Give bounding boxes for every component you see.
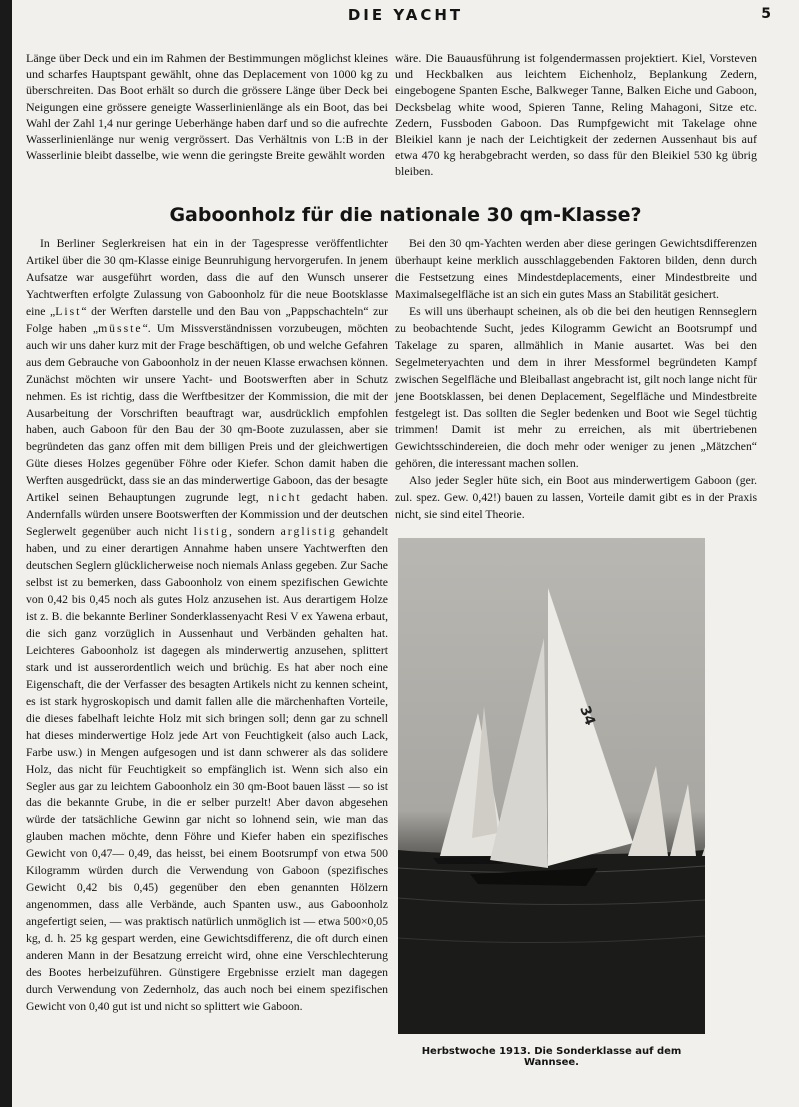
text-run: gedacht haben. Andernfalls würden unsere Bootswerften der Kommission und der deutschen Seglerwelt gegenüber auch nicht: [26, 491, 388, 539]
emphasis-listig: listig: [193, 525, 229, 539]
regatta-illustration: [398, 538, 705, 1034]
emphasis-arglistig: arglistig: [280, 525, 337, 539]
text-run: In Berliner Seglerkreisen hat ein in der Tagespresse veröffentlichter Artikel über die 30 qm-Klasse einige Beunruhigung hervorgerufen. In jenem Aufsatze war ausgeführt worden, dass die auf den Wunsch unserer Yachtwerften erfolgte Zulassung von Gaboonholz für die neue Bootsklasse eine „: [26, 237, 388, 318]
article-paragraph: [26, 236, 388, 1016]
article-paragraph: Also jeder Segler hüte sich, ein Boot aus minderwertigem Gaboon (ger. zul. spez. Gew. 0,42!) bauen zu lassen, Vorteile damit gibt es in der Praxis nicht, sie sind eitel Theorie.: [395, 474, 757, 522]
article-paragraph: Bei den 30 qm-Yachten werden aber diese geringen Gewichtsdifferenzen überhaupt keine merklich ausschlaggebenden Faktoren bilden, denn durch die Festsetzung eines Mindestdeplacements, einer Mindestbreite und Maximalsegelfläche ist an sich ein gutes Mass an Stabilität gesichert.: [395, 237, 757, 301]
article-headline: Gaboonholz für die nationale 30 qm-Klasse?: [169, 204, 642, 226]
page-number: 5: [761, 6, 771, 22]
top-left-paragraph: Länge über Deck und ein im Rahmen der Bestimmungen möglichst kleines und scharfes Hauptspant gewählt, ohne das Deplacement von 1000 kg zu überschreiten. Das Boot erhält so durch die grössere Länge über Deck bei Neigungen eine grössere geneigte Wasserlinienlänge als ein Boot, das bei Wahl der Zahl 1,4 nur geringe Ueberhänge haben darf und so die aufrechte Wasserlinienlänge nur wenig vergrössert. Das Verhältnis von L:B in der Wasserlinie bleibt dasselbe, wie wenn die geringste Breite gewählt worden: [26, 51, 388, 163]
sail-boat-34: [548, 588, 633, 866]
sail-distant: [670, 784, 696, 856]
magazine-page: [12, 0, 799, 1107]
sail-number: 34: [576, 703, 598, 728]
top-right-column: [395, 50, 757, 180]
top-left-column: [26, 50, 388, 163]
text-run: gehandelt haben, und zu einer derartigen Annahme haben unsere Yachtwerften den deutschen Seglern glücklicherweise noch niemals Anlass gegeben. Zur Sache selbst ist zu bemerken, dass Gaboonholz von einem spezifischen Gewichte von 0,42 bis 0,45 noch als gutes Holz anzusehen ist. Aus derartigem Holze ist z. B. die bekannte Berliner Sonderklassenyacht Resi V ex Yawena erbaut, die sich ganz vorzüglich in Aussenhaut und Verbänden gehalten hat. Leichteres Gaboonholz ist dagegen als minderwertig anzusehen, splittert stark und ist ausserordentlich weich und brüchig. Es hat aber noch eine Eigenschaft, die der Verfasser des besagten Artikels nicht zu kennen scheint, es ist stark hygroskopisch und damit fallen alle die märchenhaften Vorteile, die dieses fabelhaft leichte Holz mit sich bringen soll; denn gar zu schnell hat dieses minderwertige Holz jede Art von Feuchtigkeit (also auch Lack, Farbe usw.) in Mengen aufgesogen und ist dann schwerer als das solidere Holz, das nicht für Feuchtigkeit so empfänglich ist. Wenn sich also ein Segler aus gar zu leichtem Gaboonholz ein 30 qm-Boot bauen lässt — so ist das die bekannte Grube, in die er selber purzelt! Aber davon abgesehen würde der tatsächliche Gewinn gar nicht so lohnend sein, wie man das glauben machen möchte, denn Föhre und Kiefer haben ein spezifisches Gewicht von 0,47— 0,49, das heisst, bei einem Bootsrumpf von etwa 500 Kilogramm würden durch die Verwendung von Gaboon (spezifisches Gewicht 0,42 bis 0,45) gegenüber den eben genannten Hölzern angenommen, dass alle Verbände, auch Spanten usw., aus Gaboonholz angefertigt seien, — was praktisch natürlich unmöglich ist — etwa 500×0,05 kg, d. h. 25 kg gespart werden, eine Gewichtsdifferenz, die oft durch einen anderen Mann in der Besatzung erreicht wird, ohne eine Verschlechterung des Bootes herbeizuführen. Günstigere Ergebnisse erzielt man dagegen durch Verwendung von Zedernholz, das auch noch bei einem spezifischen Gewicht von 0,40 gut ist und nicht so splittert wie Gaboon.: [26, 525, 389, 1013]
sailboat-photo: [398, 538, 705, 1034]
jib-boat-34: [490, 638, 548, 868]
text-run: “ der Werften darstelle und den Bau von „Pappschachteln“ zur Folge haben „: [26, 304, 389, 335]
running-head: DIE YACHT: [347, 6, 464, 24]
article-right-column: [395, 236, 757, 524]
sail-distant: [702, 814, 705, 856]
top-right-paragraph: wäre. Die Bauausführung ist folgendermassen projektiert. Kiel, Vorsteven und Heckbalken aus leichtem Eichenholz, Beplankung Zedern, eingebogene Spanten Esche, Balkweger Tanne, Balken Eiche und Gaboon, Decksbelag white wood, Spieren Tanne, Reling Mahagoni, Sitze etc. Zedern, Fussboden Gaboon. Das Rumpfgewicht mit Takelage ohne Bleikiel kann je nach der Leichtigkeit der zedernen Aussenhaut bis auf etwa 470 kg herabgebracht werden, so dass für den Bleikiel 530 kg übrig bleiben.: [395, 51, 757, 179]
article-left-column: [26, 236, 388, 1016]
text-run: “. Um Missverständnissen vorzubeugen, möchten auch wir uns daher kurz mit der Frage beschäftigen, ob und welche Gefahren aus dem Gebrauche von Gaboonholz in der neuen Klasse erwachsen können. Zunächst möchten wir unsere Yacht- und Bootswerften aber in Schutz nehmen. Es ist richtig, dass die Werftbesitzer der Kommission, die mit der Ausarbeitung der Vorschriften beauftragt war, ausdrücklich empfohlen haben, auch Gaboon für den Bau der 30 qm-Boote zuzulassen, aber sie begründeten das ganz offen mit dem billigen Preis und der gleichwertigen Güte dieses Holzes gegenüber Föhre oder Kiefer. Schon damit haben die Werften ausgedrückt, dass sie an das minderwertige Gaboon, das der besagte Artikel seinen Behauptungen zugrunde legt,: [26, 321, 389, 505]
sail-distant: [628, 766, 668, 856]
photo-caption: Herbstwoche 1913. Die Sonderklasse auf dem Wannsee.: [421, 1046, 682, 1068]
emphasis-muesste: müsste: [98, 321, 143, 335]
emphasis-nicht: nicht: [268, 491, 302, 505]
emphasis-list: List: [55, 304, 82, 318]
text-run: , sondern: [228, 525, 275, 539]
article-paragraph: Es will uns überhaupt scheinen, als ob die bei den heutigen Rennseglern zu beobachtende Sucht, jedes Kilogramm Gewicht an Bootsrumpf und Takelage zu sparen, allmählich in Manie ausartet. Was bei den Segelmeteryachten und dem in ihrer Messformel begründeten Kampf zwischen Segelfläche und Bleiballast angebracht ist, gilt noch lange nicht für jene Bootsklassen, bei denen Deplacement, Segelfläche und Mindestbreite festgelegt ist. Das sollten die Segler bedenken und Boot wie Segel tüchtig trimmen! Damit ist mehr zu erreichen, als mit übertriebenen Gewichtsschindereien, die doch mehr oder weniger zu jenen „Mätzchen“ gehören, die interessant machen sollen.: [395, 304, 757, 471]
